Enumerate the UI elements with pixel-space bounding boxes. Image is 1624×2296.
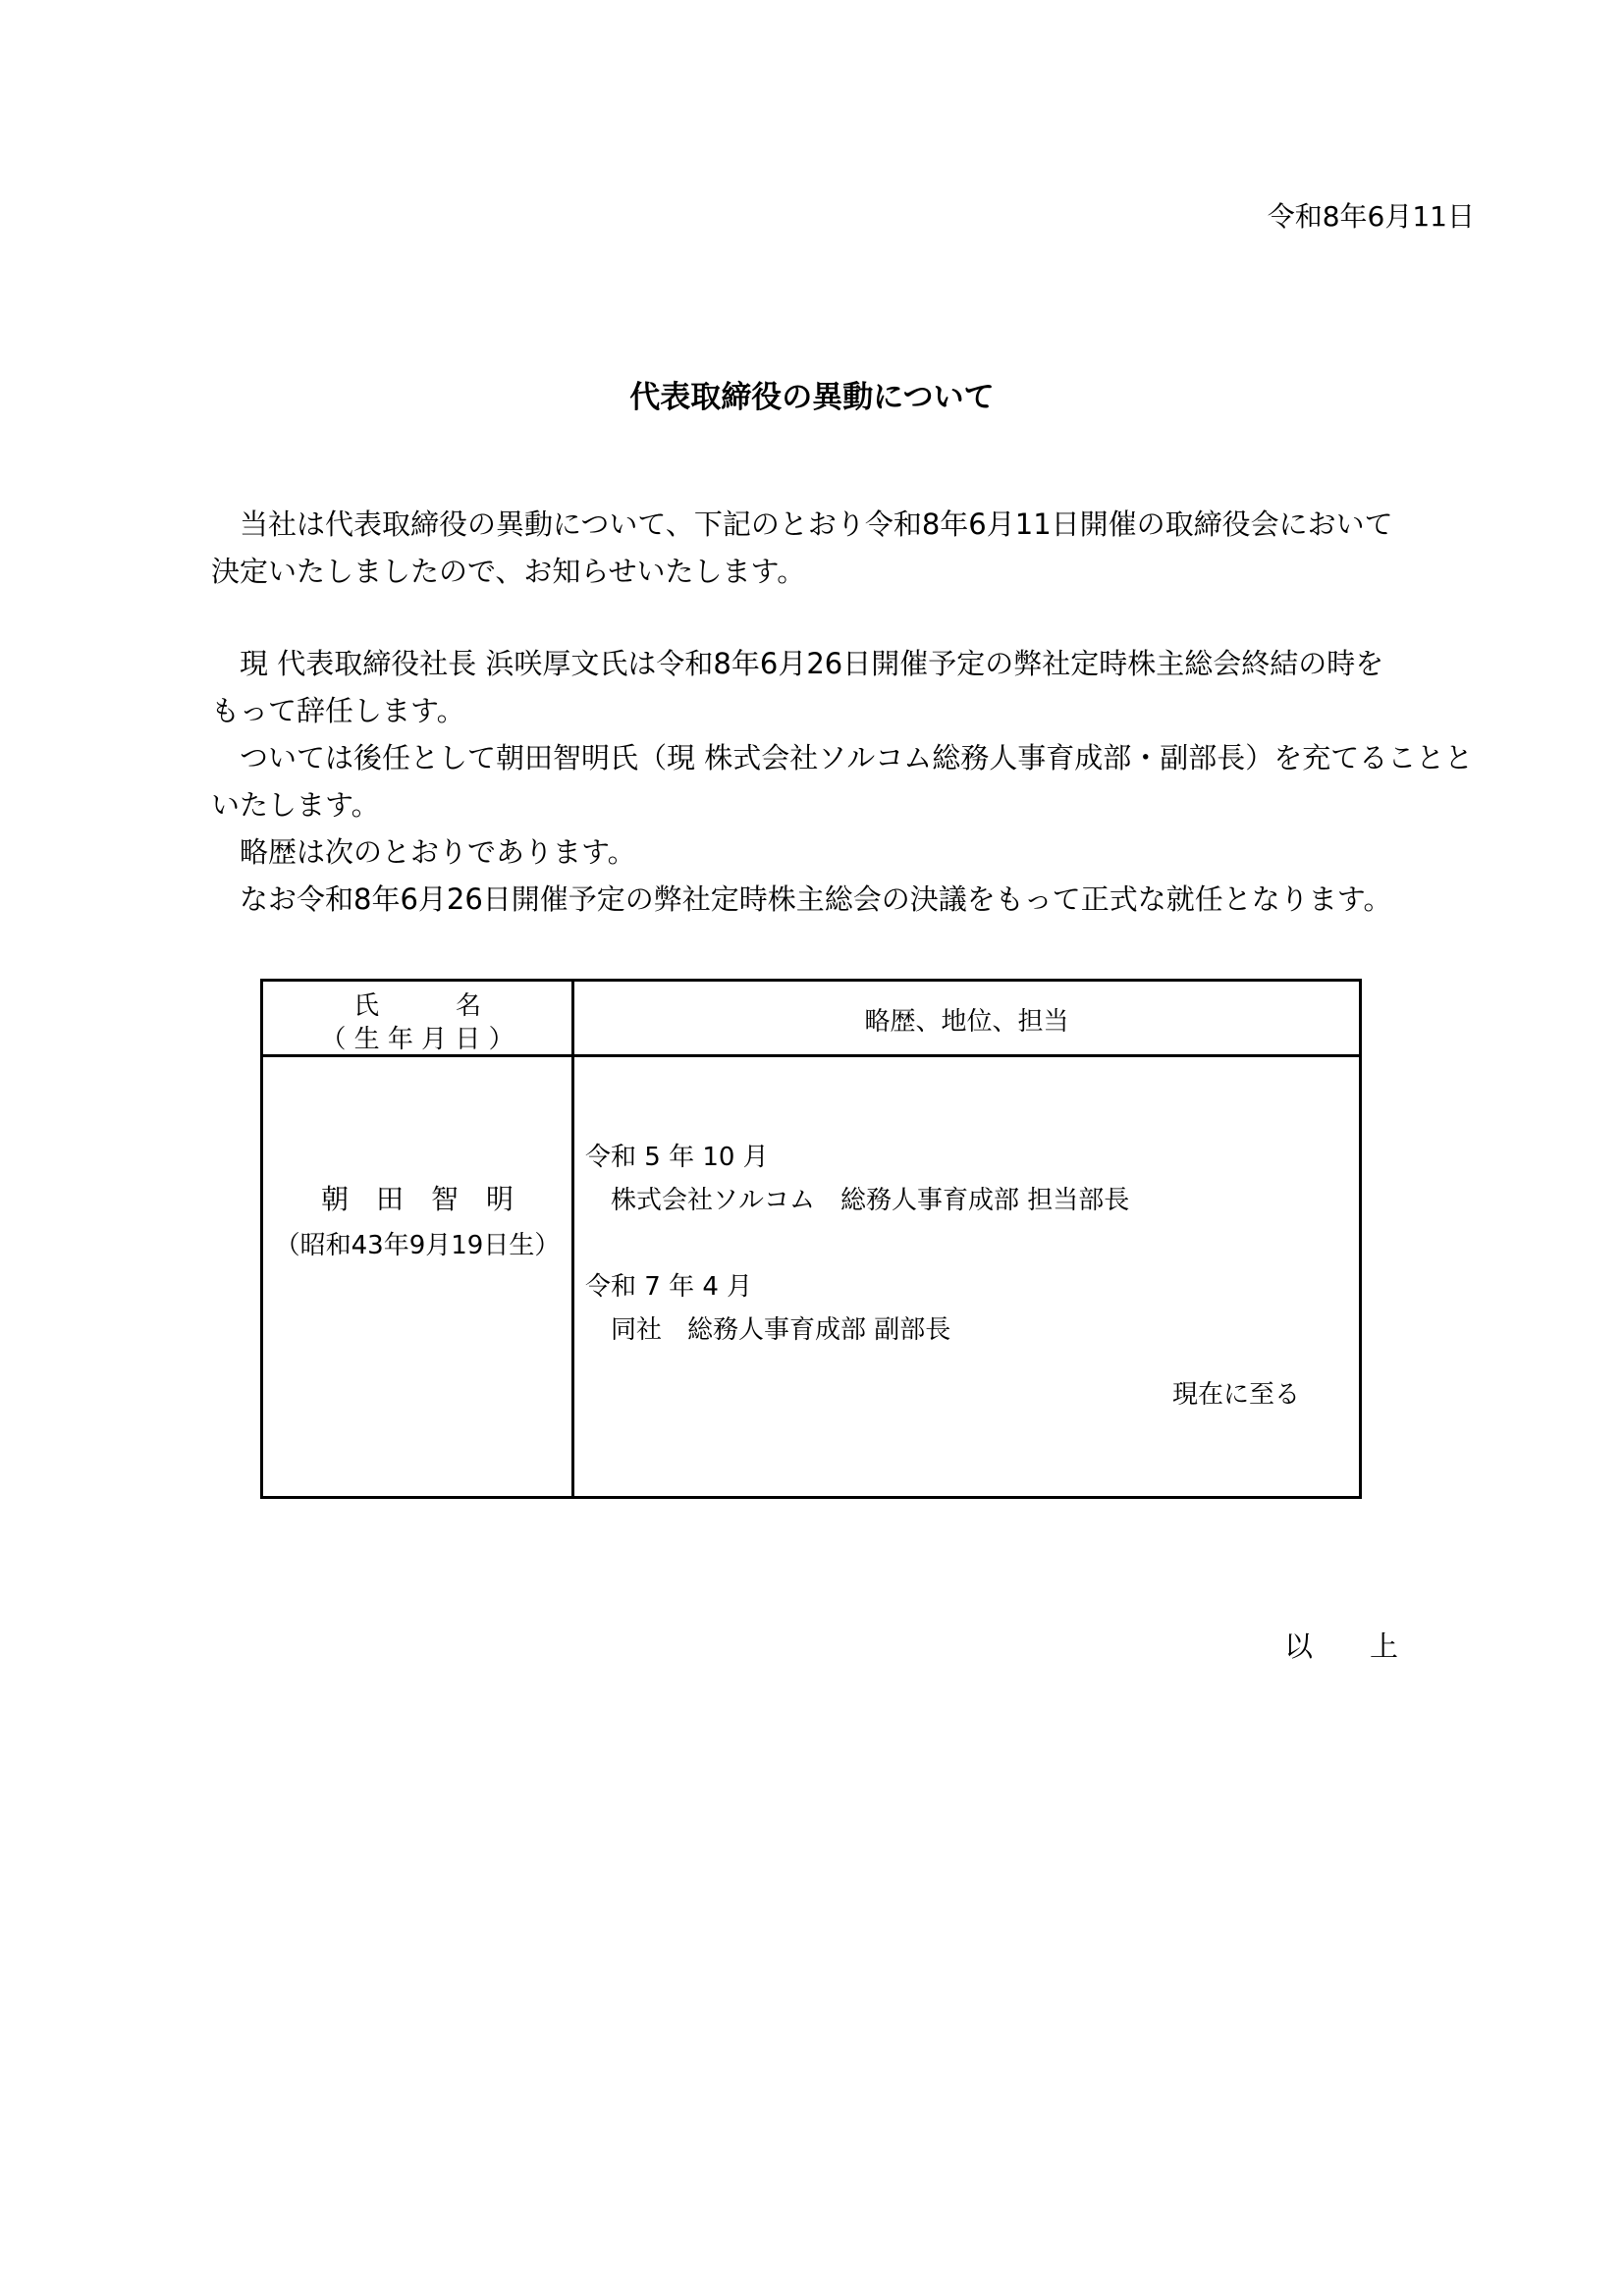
intro-line-2: 決定いたしましたので、お知らせいたします。 [211, 555, 806, 588]
body-line-3: ついては後任として朝田智明氏（現 株式会社ソルコム総務人事育成部・副部長）を充てることと [211, 741, 1474, 774]
intro-line-1: 当社は代表取締役の異動について、下記のとおり令和8年6月11日開催の取締役会において [211, 507, 1393, 541]
person-birthdate: （昭和43年9月19日生） [274, 1231, 561, 1260]
intro-paragraph [211, 501, 1393, 595]
history-desc-2: 同社 総務人事育成部 副部長 [611, 1315, 951, 1345]
table-column-divider [571, 982, 574, 1496]
history-date-1: 令和 5 年 10 月 [585, 1143, 769, 1172]
header-history-label: 略歴、地位、担当 [864, 1007, 1069, 1037]
person-name: 朝 田 智 明 [320, 1183, 514, 1215]
history-desc-1: 株式会社ソルコム 総務人事育成部 担当部長 [611, 1186, 1130, 1215]
body-line-5: 略歴は次のとおりであります。 [211, 835, 636, 869]
body-paragraph [211, 640, 1473, 923]
header-name-label: 氏 名 [352, 991, 481, 1021]
document-date: 令和8年6月11日 [1267, 200, 1475, 233]
body-line-2: もって辞任します。 [211, 694, 465, 727]
header-birthdate-label: （ 生 年 月 日 ） [320, 1025, 514, 1054]
body-line-1: 現 代表取締役社長 浜咲厚文氏は令和8年6月26日開催予定の弊社定時株主総会終結の時を [211, 647, 1384, 680]
career-table [260, 979, 1362, 1499]
document-title: 代表取締役の異動について [629, 380, 995, 415]
body-line-6: なお令和8年6月26日開催予定の弊社定時株主総会の決議をもって正式な就任となります。 [211, 882, 1392, 916]
body-line-4: いたします。 [211, 788, 380, 822]
closing-mark: 以 上 [1284, 1629, 1399, 1663]
history-current: 現在に至る [1171, 1380, 1300, 1410]
history-date-2: 令和 7 年 4 月 [585, 1272, 753, 1302]
